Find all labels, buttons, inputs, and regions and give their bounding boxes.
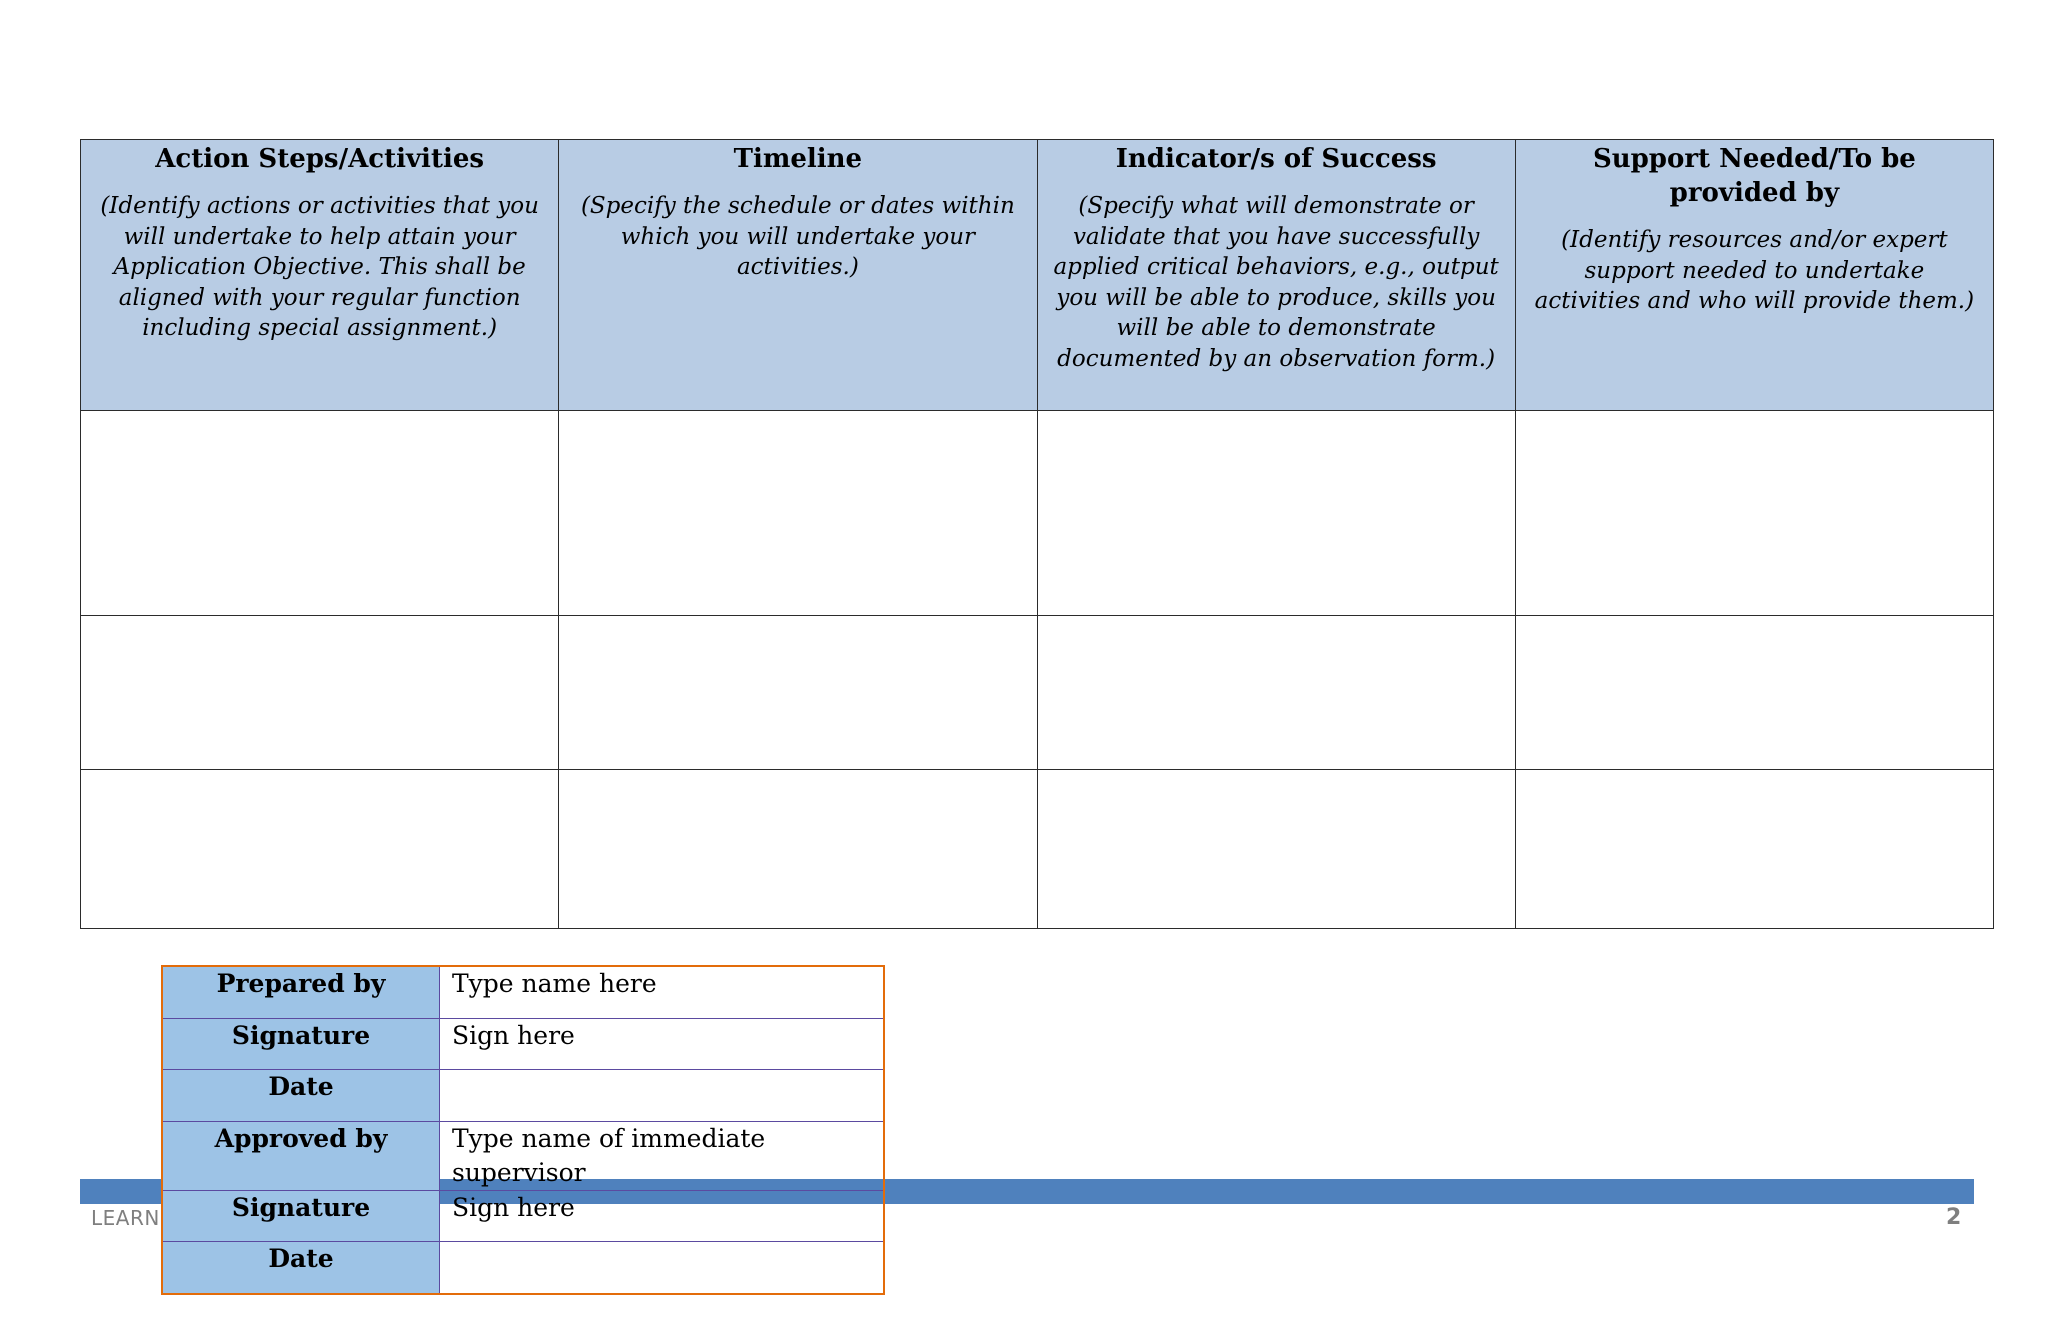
approver-signature-field[interactable]: Sign here (440, 1190, 885, 1242)
column-title: Action Steps/Activities (155, 144, 485, 174)
approved-by-field[interactable]: Type name of immediate supervisor (440, 1121, 885, 1190)
prepared-by-row (162, 966, 884, 1018)
table-row (81, 769, 1994, 928)
action-steps-cell[interactable] (81, 769, 559, 928)
table-header-row (81, 140, 1994, 411)
action-steps-cell[interactable] (81, 615, 559, 769)
approval-date-row (162, 1242, 884, 1294)
support-cell[interactable] (1515, 615, 1993, 769)
signature-row (162, 1018, 884, 1070)
header-action-steps (81, 140, 559, 411)
prepared-by-field[interactable]: Type name here (440, 966, 885, 1018)
approved-by-label: Approved by (162, 1121, 440, 1190)
approved-by-row (162, 1121, 884, 1190)
support-cell[interactable] (1515, 411, 1993, 616)
date-row (162, 1070, 884, 1122)
column-description: (Specify what will demonstrate or validate that you have successfully applied critical behaviors, e.g., output you will be able to produce, skills you will be able to demonstrate documented by an observation form.) (1053, 193, 1499, 372)
footer-text: LEARN (91, 1206, 160, 1230)
signature-table (161, 965, 885, 1295)
header-indicators-of-success (1037, 140, 1515, 411)
timeline-cell[interactable] (559, 411, 1037, 616)
column-description: (Identify actions or activities that you will undertake to help attain your Application Objective. This shall be aligned with your regular function including special assignment.) (100, 193, 539, 341)
column-title: Support Needed/To be provided by (1592, 144, 1916, 208)
header-timeline (559, 140, 1037, 411)
signature-label: Signature (162, 1018, 440, 1070)
table-row (81, 411, 1994, 616)
table-row (81, 615, 1994, 769)
column-title: Timeline (733, 144, 863, 174)
prepared-by-label: Prepared by (162, 966, 440, 1018)
support-cell[interactable] (1515, 769, 1993, 928)
action-steps-cell[interactable] (81, 411, 559, 616)
date-field[interactable] (440, 1070, 885, 1122)
approver-signature-row (162, 1190, 884, 1242)
signature-field[interactable]: Sign here (440, 1018, 885, 1070)
timeline-cell[interactable] (559, 769, 1037, 928)
approver-signature-label: Signature (162, 1190, 440, 1242)
header-support-needed (1515, 140, 1993, 411)
column-description: (Identify resources and/or expert support needed to undertake activities and who will provide them.) (1534, 227, 1975, 314)
column-title: Indicator/s of Success (1115, 144, 1437, 174)
approval-date-label: Date (162, 1242, 440, 1294)
indicator-cell[interactable] (1037, 769, 1515, 928)
page-number: 2 (1946, 1205, 1962, 1230)
column-description: (Specify the schedule or dates within which you will undertake your activities.) (580, 193, 1015, 280)
indicator-cell[interactable] (1037, 411, 1515, 616)
approval-date-field[interactable] (440, 1242, 885, 1294)
indicator-cell[interactable] (1037, 615, 1515, 769)
action-plan-table (80, 139, 1994, 929)
timeline-cell[interactable] (559, 615, 1037, 769)
date-label: Date (162, 1070, 440, 1122)
